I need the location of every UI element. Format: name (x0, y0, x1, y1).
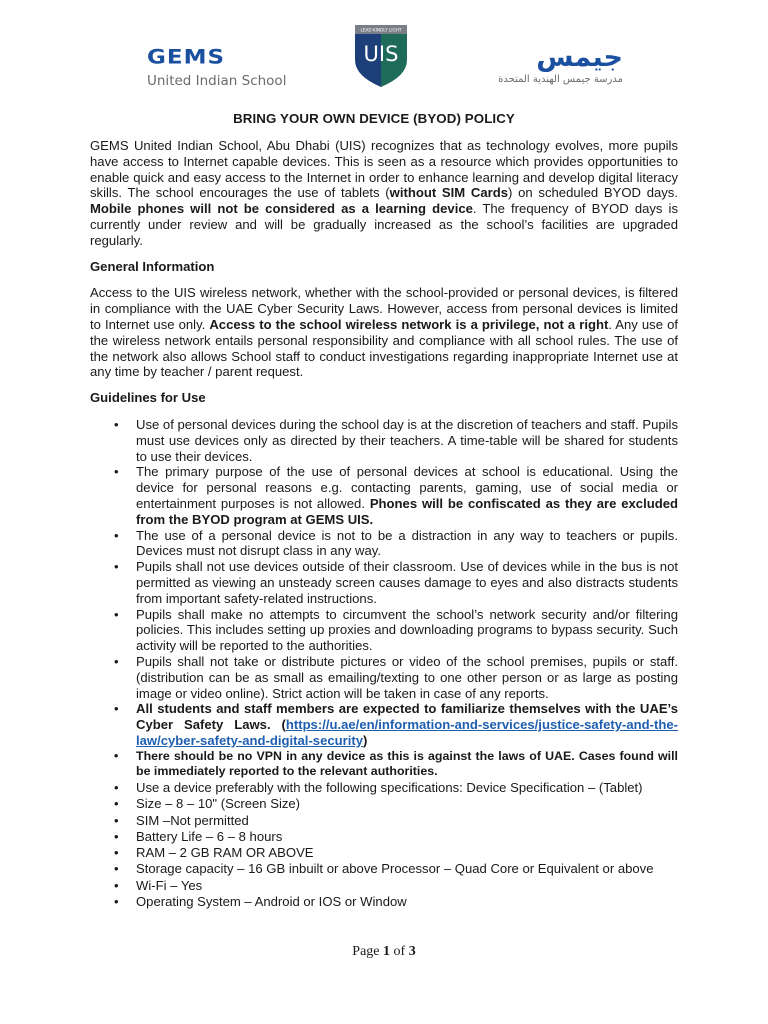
list-item: • Pupils shall make no attempts to circumvent the school’s network security and/or filtering policies. This includes setting up proxies and downloading programs to bypass security. Such activity will be reported to the authorities. (114, 606, 678, 654)
guidelines-heading: Guidelines for Use (90, 390, 206, 406)
gems-logo (147, 48, 292, 89)
bullet-icon: • (114, 812, 119, 828)
bullet-icon: • (114, 464, 119, 480)
spec-item: • Battery Life – 6 – 8 hours (114, 828, 283, 844)
intro-paragraph: GEMS United Indian School, Abu Dhabi (UIS) recognizes that as technology evolves, more pupils have access to Internet capable devices. This is seen as a resource which provides opportunities to enable quick and easy access to the Internet in order to enhance learning and develop digital literacy skills. The school encourages the use of tablets (without SIM Cards) on scheduled BYOD days. Mobile phones will not be considered as a learning device. The frequency of BYOD days is currently under review and will be gradually increased as the school’s facilities are upgraded regularly. (90, 138, 679, 248)
gems-wordmark: GEMS (147, 46, 226, 69)
bullet-icon: • (114, 559, 119, 575)
bullet-icon: • (114, 606, 119, 622)
bullet-icon: • (114, 861, 119, 877)
spec-item: • Storage capacity – 16 GB inbuilt or above Processor – Quad Core or Equivalent or above (114, 861, 654, 877)
bullet-icon: • (114, 653, 119, 669)
document-body (90, 138, 678, 910)
spec-item: • Use a device preferably with the following specifications: Device Specification – (Tablet) (114, 780, 643, 796)
arabic-wordmark: جيمس (536, 42, 623, 73)
bullet-icon: • (114, 845, 119, 861)
bullet-icon: • (114, 701, 119, 717)
svg-text:LEAD KINDLY LIGHT: LEAD KINDLY LIGHT (360, 27, 402, 33)
general-information-paragraph: Access to the UIS wireless network, whether with the school-provided or personal devices, is filtered in compliance with the UAE Cyber Security Laws. However, access from personal devices is limited to Internet use only. Access to the school wireless network is a privilege, not a right. Any use of the wireless network entails personal responsibility and compliance with all school rules. The use of the network also allows School staff to conduct investigations regarding inappropriate Internet use at any time by teacher / parent request. (90, 285, 678, 380)
list-item: • Pupils shall not use devices outside of their classroom. Use of devices while in the bus is not permitted as viewing an unsteady screen causes damage to eyes and also distracts students from important safety-related instructions. (114, 559, 678, 606)
spec-item: • RAM – 2 GB RAM OR ABOVE (114, 845, 314, 861)
list-item: • The primary purpose of the use of personal devices at school is educational. Using the device for personal reasons e.g. contacting parents, gaming, use of social media or entertainment purposes is not allowed. Phones will be confiscated as they are excluded from the BYOD program at GEMS UIS. (114, 464, 678, 527)
bullet-icon: • (114, 780, 119, 796)
spec-item: • Size – 8 – 10" (Screen Size) (114, 796, 301, 812)
guidelines-list (90, 417, 678, 780)
arabic-school-name: مدرسة جيمس الهندية المتحدة (498, 74, 623, 85)
arabic-gems-logo (478, 44, 623, 85)
cyber-safety-link[interactable]: https://u.ae/en/information-and-services/justice-safety-and-the-law/cyber-safety-and-digital-security (136, 717, 678, 748)
bullet-icon: • (114, 748, 119, 763)
spec-item: • Operating System – Android or IOS or Window (114, 893, 407, 909)
list-item: • There should be no VPN in any device as this is against the laws of UAE. Cases found will be immediately reported to the relevant authorities. (114, 748, 678, 779)
bullet-icon: • (114, 527, 119, 543)
general-information-heading: General Information (90, 258, 215, 274)
bullet-icon: • (114, 828, 119, 844)
page-number: Page 1 of 3 (352, 944, 416, 959)
uis-shield-logo (353, 24, 409, 88)
list-item: • Pupils shall not take or distribute pictures or video of the school premises, pupils or staff. (distribution can be as small as emailing/texting to one other person or as large as posting image or video online). Strict action will be taken in case of any reports. (114, 653, 678, 701)
bullet-icon: • (114, 796, 119, 812)
bullet-icon: • (114, 877, 119, 893)
list-item: • All students and staff members are expected to familiarize themselves with the UAE’s Cyber Safety Laws. (https://u.ae/en/information-and-services/justice-safety-and-the-law/cyber-safety-and-digital-security) (114, 701, 678, 748)
svg-text:UIS: UIS (363, 42, 399, 66)
spec-item: • Wi-Fi – Yes (114, 877, 203, 893)
list-item: • The use of a personal device is not to be a distraction in any way to teachers or pupils. Devices must not disrupt class in any way. (114, 527, 678, 559)
list-item: • Use of personal devices during the school day is at the discretion of teachers and staff. Pupils must use devices only as directed by their teachers. A time-table will be shared for students to use their devices. (114, 416, 679, 464)
school-name: United Indian School (147, 73, 287, 89)
spec-item: • SIM –Not permitted (114, 812, 249, 828)
bullet-icon: • (114, 893, 119, 909)
bullet-icon: • (114, 416, 119, 432)
device-specs-list (90, 780, 678, 910)
letterhead (0, 0, 768, 110)
document-title: BRING YOUR OWN DEVICE (BYOD) POLICY (233, 111, 515, 126)
